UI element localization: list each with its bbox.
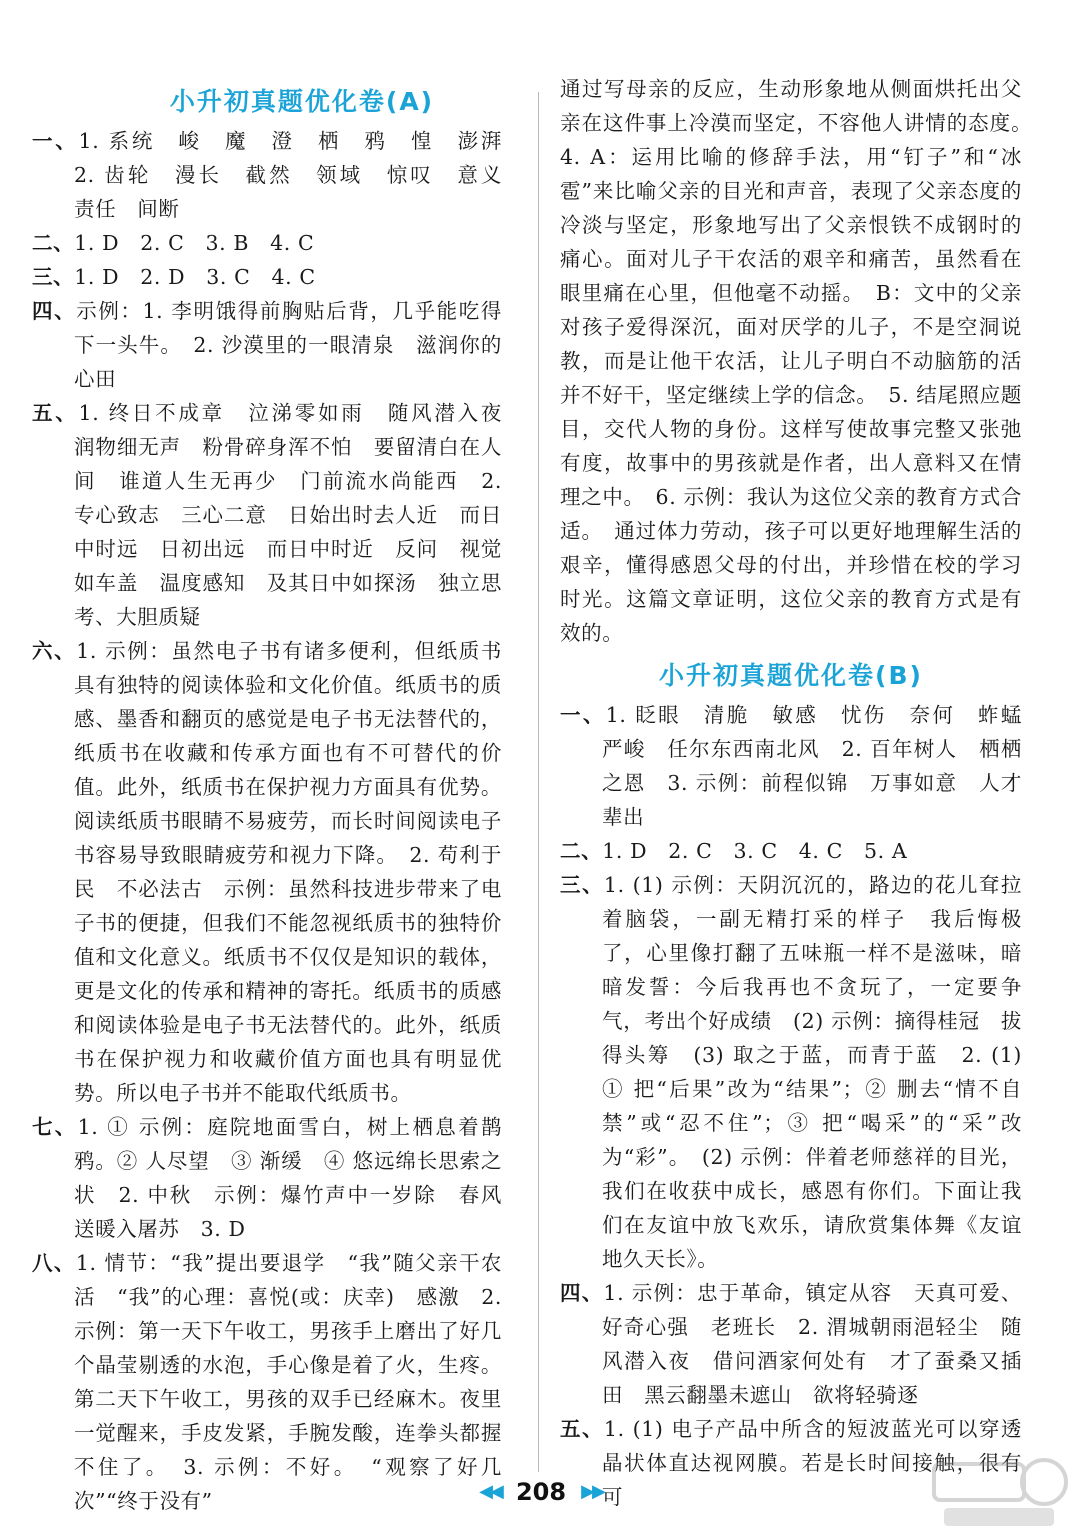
exam-b-question-1 <box>560 698 1044 834</box>
right-column <box>560 72 1044 1514</box>
answer-text: 1. (1) 示例：天阴沉沉的，路边的花儿耷拉着脑袋，一副无精打采的样子 我后悔极了，心里像打翻了五味瓶一样不是滋味，暗暗发誓：今后我再也不贪玩了，一定要争气，考出个好成绩 (2) 示例：摘得桂冠 拔得头筹 (3) 取之于蓝，而青于蓝 2. (1) ① 把“后果”改为“结果”；② 删去“情不自禁”或“忍不住”；③ 把“喝采”的“采”改为“彩”。 (2) 示例：伴着老师慈祥的目光，我们在收获中成长，感恩有你们。下面让我们在友谊中放飞欢乐，请欣赏集体舞《友谊地久天长》。 <box>602 873 1022 1271</box>
exam-a-question-5 <box>32 396 524 634</box>
exam-b-question-2 <box>560 834 1022 868</box>
exam-a-question-7 <box>32 1110 502 1246</box>
question-number: 三、 <box>560 873 604 897</box>
answer-text: 1. 示例：忠于革命，镇定从容 天真可爱、好奇心强 老班长 2. 渭城朝雨浥轻尘 随风潜入夜 借问酒家何处有 才了蚕桑又插田 黑云翻墨未遮山 欲将轻骑逐 <box>602 1281 1022 1407</box>
question-number: 三、 <box>32 265 75 289</box>
question-number: 四、 <box>32 299 77 323</box>
answer-text: 1. 情节：“我”提出要退学 “我”随父亲干农活 “我”的心理：喜悦(或：庆幸) 感激 2. 示例：第一天下午收工，男孩手上磨出了好几个晶莹剔透的水泡，手心像是着了火，生疼。第二天下午收工，男孩的双手已经麻木。夜里一觉醒来，手皮发紧，手腕发酸，连拳头都握不住了。 3. 示例：不好。 “观察了好几次”“终于没有” <box>74 1251 503 1513</box>
answer-text: 1. D 2. C 3. B 4. C <box>74 231 315 255</box>
left-column <box>32 74 524 1518</box>
exam-title-a: 小升初真题优化卷(A) <box>169 87 435 116</box>
exam-a-question-6 <box>32 634 502 1110</box>
exam-a-question-1 <box>32 124 524 226</box>
exam-title-b: 小升初真题优化卷(B) <box>659 661 923 690</box>
question-number: 七、 <box>32 1115 78 1139</box>
exam-a-question-2 <box>32 226 502 260</box>
question-number: 一、 <box>560 703 606 727</box>
answer-text: 示例：1. 李明饿得前胸贴后背，几乎能吃得下一头牛。 2. 沙漠里的一眼清泉 滋润你的心田 <box>74 299 502 391</box>
answer-text: 1. 终日不成章 泣涕零如雨 随风潜入夜 润物细无声 粉骨碎身浑不怕 要留清白在人间 谁道人生无再少 门前流水尚能西 2. 专心致志 三心二意 日始出时去人近 而日中时远 日初出远 而日中时近 反问 视觉 如车盖 温度感知 及其日中如探汤 独立思考、大胆质疑 <box>74 401 524 629</box>
question-number: 六、 <box>32 639 77 663</box>
question-number: 五、 <box>560 1417 604 1441</box>
question-number: 八、 <box>32 1251 76 1275</box>
continued-answer-text: 通过写母亲的反应，生动形象地从侧面烘托出父亲在这件事上冷漠而坚定，不容他人讲情的态度。 4. A：运用比喻的修辞手法，用“钉子”和“冰雹”来比喻父亲的目光和声音，表现了父亲态度的冷淡与坚定，形象地写出了父亲恨铁不成钢时的痛心。面对儿子干农活的艰辛和痛苦，虽然看在眼里痛在心里，但他毫不动摇。 B：文中的父亲对孩子爱得深沉，面对厌学的儿子，不是空洞说教，而是让他干农活，让儿子明白不动脑筋的活并不好干，坚定继续上学的信念。 5. 结尾照应题目，交代人物的身份。这样写使故事完整又张弛有度，故事中的男孩就是作者，出人意料又在情理之中。 6. 示例：我认为这位父亲的教育方式合适。 通过体力劳动，孩子可以更好地理解生活的艰辛，懂得感恩父母的付出，并珍惜在校的学习时光。这篇文章证明，这位父亲的教育方式是有效的。 <box>560 77 1044 645</box>
answer-text: 1. (1) 电子产品中所含的短波蓝光可以穿透晶状体直达视网膜。若是长时间接触，很有可 <box>602 1417 1022 1509</box>
exam-a-question-4 <box>32 294 502 396</box>
prev-arrow-icon: ◀◀ <box>479 1481 501 1502</box>
page-footer <box>0 1478 1082 1518</box>
answer-text: 1. 系统 峻 魔 澄 栖 鸦 惶 澎湃 2. 齿轮 漫长 截然 领域 惊叹 意义 责任 间断 <box>74 129 524 221</box>
question-number: 四、 <box>560 1281 604 1305</box>
question-number: 五、 <box>32 401 79 425</box>
answer-text: 1. D 2. C 3. C 4. C 5. A <box>602 839 908 863</box>
exam-a-question-3 <box>32 260 502 294</box>
exam-b-question-4 <box>560 1276 1022 1412</box>
answer-text: 1. ① 示例：庭院地面雪白，树上栖息着鹊鸦。② 人尽望 ③ 渐缓 ④ 悠远绵长思索之状 2. 中秋 示例：爆竹声中一岁除 春风送暖入屠苏 3. D <box>74 1115 502 1241</box>
exam-b-question-3 <box>560 868 1022 1276</box>
column-divider <box>538 92 539 1472</box>
next-arrow-icon: ▶▶ <box>581 1481 603 1502</box>
page-number: 208 <box>515 1478 567 1506</box>
answer-text: 1. D 2. D 3. C 4. C <box>74 265 316 289</box>
question-number: 一、 <box>32 129 79 153</box>
answer-text: 1. 眨眼 清脆 敏感 忧伤 奈何 蚱蜢 严峻 任尔东西南北风 2. 百年树人 栖栖之恩 3. 示例：前程似锦 万事如意 人才辈出 <box>602 703 1044 829</box>
answer-text: 1. 示例：虽然电子书有诸多便利，但纸质书具有独特的阅读体验和文化价值。纸质书的质感、墨香和翻页的感觉是电子书无法替代的，纸质书在收藏和传承方面也有不可替代的价值。此外，纸质书在保护视力方面具有优势。阅读纸质书眼睛不易疲劳，而长时间阅读电子书容易导致眼睛疲劳和视力下降。 2. 苟利于民 不必法古 示例：虽然科技进步带来了电子书的便捷，但我们不能忽视纸质书的独特价值和文化意义。纸质书不仅仅是知识的载体，更是文化的传承和精神的寄托。纸质书的质感和阅读体验是电子书无法替代的。此外，纸质书在保护视力和收藏价值方面也具有明显优势。所以电子书并不能取代纸质书。 <box>74 639 502 1105</box>
question-number: 二、 <box>32 231 75 255</box>
watermark-logo-icon <box>924 1452 1074 1532</box>
answer-list-b <box>560 698 1044 1514</box>
answer-list-a <box>32 124 524 1518</box>
question-number: 二、 <box>560 839 603 863</box>
